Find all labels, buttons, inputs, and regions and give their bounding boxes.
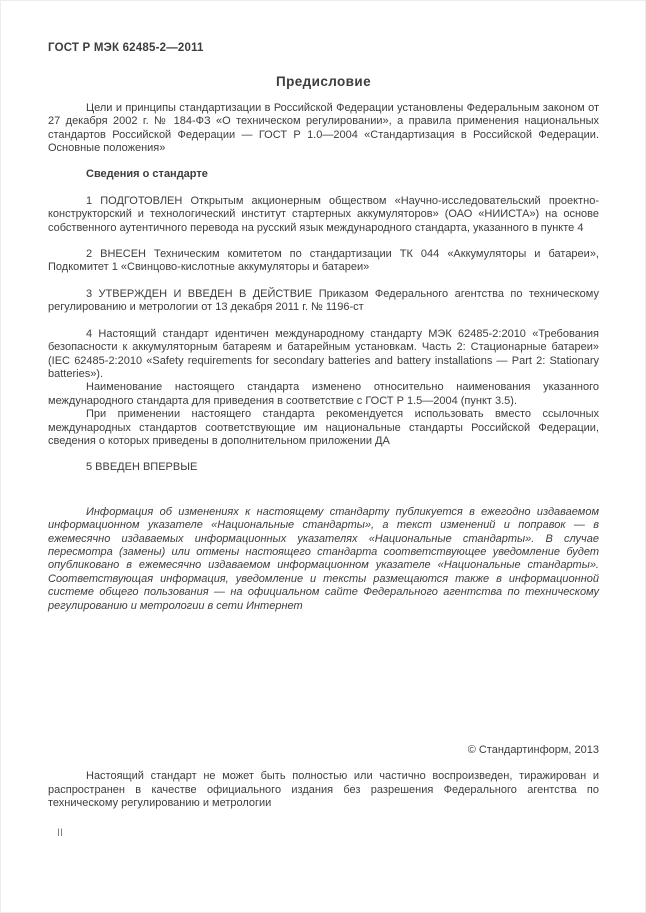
foreword-item-3: 3 УТВЕРЖДЕН И ВВЕДЕН В ДЕЙСТВИЕ Приказом Федерального агентства по техническому регулированию и метрологии от 13 декабря 2011 г. № 1196-ст — [48, 287, 599, 314]
foreword-item-4-paragraph-2: Наименование настоящего стандарта изменено относительно наименования указанного международного стандарта для приведения в соответствие с ГОСТ Р 1.5—2004 (пункт 3.5). — [48, 381, 599, 407]
intro-paragraph: Цели и принципы стандартизации в Российской Федерации установлены Федеральным законом от 27 декабря 2002 г. № 184-ФЗ «О техническом регулировании», а правила применения национальных стандартов Российской Федерации — ГОСТ Р 1.0—2004 «Стандартизация в Российской Федерации. Основные положения» — [48, 101, 599, 155]
page-number: II — [57, 827, 64, 839]
reproduction-legal-notice: Настоящий стандарт не может быть полностью или частично воспроизведен, тиражирован и распространен в качестве официального издания без разрешения Федерального агентства по техническому регулированию и метрологии — [48, 770, 599, 810]
foreword-item-2: 2 ВНЕСЕН Техническим комитетом по стандартизации ТК 044 «Аккумуляторы и батареи», Подкомитет 1 «Свинцово-кислотные аккумуляторы и батареи» — [48, 248, 599, 274]
foreword-item-5: 5 ВВЕДЕН ВПЕРВЫЕ — [86, 461, 198, 474]
copyright-line: © Стандартинформ, 2013 — [467, 744, 599, 756]
doc-code: ГОСТ Р МЭК 62485-2—2011 — [48, 42, 204, 54]
page-title: Предисловие — [276, 74, 371, 90]
section-heading: Сведения о стандарте — [86, 168, 208, 181]
amendments-notice: Информация об изменениях к настоящему стандарту публикуется в ежегодно издаваемом информационном указателе «Национальные стандарты», а текст изменений и поправок — в ежемесячно издаваемых информационных указателях «Национальные стандарты». В случае пересмотра (замены) или отмены настоящего стандарта соответствующее уведомление будет опубликовано в ежемесячно издаваемом информационном указателе «Национальные стандарты». Соответствующая информация, уведомление и тексты размещаются также в информационной системе общего пользования — на официальном сайте Федерального агентства по техническому регулированию и метрологии в сети Интернет — [48, 505, 599, 612]
foreword-item-4-paragraph-3: При применении настоящего стандарта рекомендуется использовать вместо ссылочных международных стандартов соответствующие им национальные стандарты Российской Федерации, сведения о которых приведены в дополнительном приложении ДА — [48, 408, 599, 447]
foreword-item-4-paragraph-1: 4 Настоящий стандарт идентичен международному стандарту МЭК 62485-2:2010 «Требования безопасности к аккумуляторным батареям и батарейным установкам. Часть 2: Стационарные батареи» (IEC 62485-2:2010 «Safety requirements for secondary batteries and battery installations — Part 2: Stationary batteries»). — [48, 327, 599, 380]
foreword-item-1: 1 ПОДГОТОВЛЕН Открытым акционерным обществом «Научно-исследовательский проектно-конструкторский и технологический институт стартерных аккумуляторов» (ОАО «НИИСТА») на основе собственного аутентичного перевода на русский язык международного стандарта, указанного в пункте 4 — [48, 194, 599, 234]
